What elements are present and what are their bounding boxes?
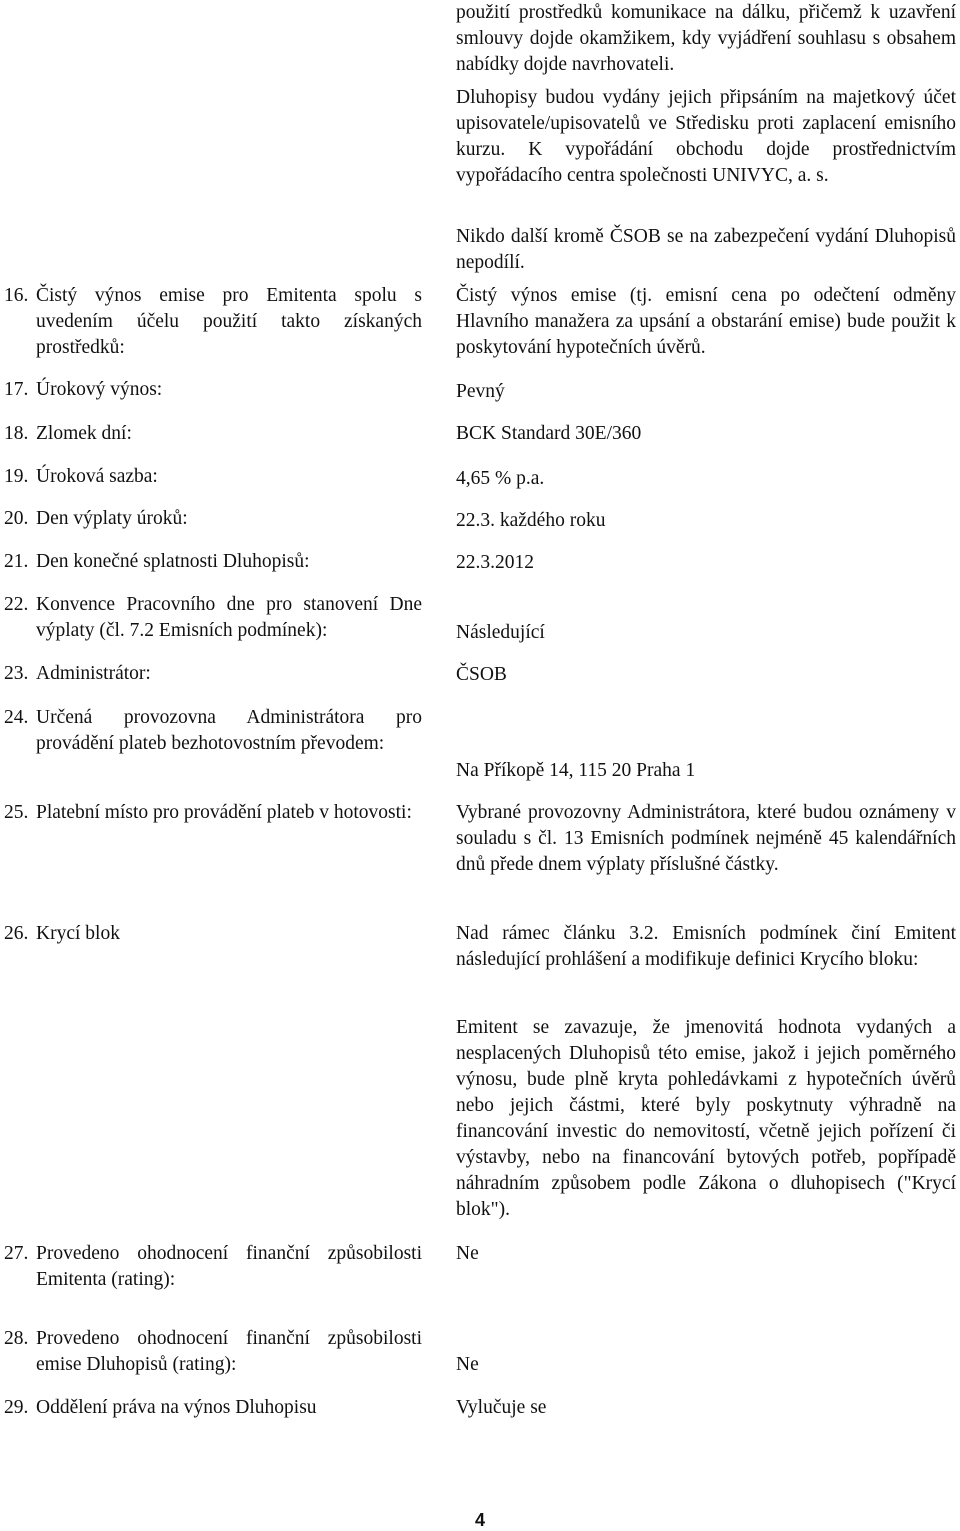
intro-paragraph-1: použití prostředků komunikace na dálku, přičemž k uzavření smlouvy dojde okamžikem, kdy vyjádření souhlasu s obsahem nabídky dojde navrhovateli. bbox=[456, 2, 956, 75]
item-26-label: Krycí blok bbox=[36, 923, 120, 944]
page-number: 4 bbox=[474, 1510, 485, 1530]
item-28-number: 28. bbox=[4, 1328, 29, 1349]
item-28-value: Ne bbox=[456, 1354, 479, 1375]
item-25-label: Platební místo pro provádění plateb v hotovosti: bbox=[36, 802, 412, 823]
item-27-number: 27. bbox=[4, 1243, 29, 1264]
item-22-number: 22. bbox=[4, 594, 29, 615]
item-24-value: Na Příkopě 14, 115 20 Praha 1 bbox=[456, 760, 696, 781]
item-17-value: Pevný bbox=[456, 381, 505, 402]
item-25-number: 25. bbox=[4, 802, 29, 823]
item-29-number: 29. bbox=[4, 1397, 29, 1418]
item-26-value-paragraph-2: Emitent se zavazuje, že jmenovitá hodnota vydaných a nesplacených Dluhopisů této emise, jakož i jejich poměrného výnosu, bude plně kryta pohledávkami z hypotečních úvěrů nebo jejich částmi, které byly poskytnuty výhradně na financování investic do nemovitostí, včetně jejich pořízení či výstavby, nebo na financování bytových potřeb, popřípadě náhradním způsobem podle Zákona o dluhopisech ("Krycí blok"). bbox=[456, 1017, 956, 1220]
item-25-value: Vybrané provozovny Administrátora, které budou oznámeny v souladu s čl. 13 Emisních podmínek nejméně 45 kalendářních dnů přede dnem výplaty příslušné částky. bbox=[456, 802, 956, 875]
item-26-number: 26. bbox=[4, 923, 29, 944]
item-24-label: Určená provozovna Administrátora pro provádění plateb bezhotovostním převodem: bbox=[36, 707, 422, 754]
item-19-value: 4,65 % p.a. bbox=[456, 468, 545, 489]
item-21-number: 21. bbox=[4, 551, 29, 572]
item-16-value: Čistý výnos emise (tj. emisní cena po odečtení odměny Hlavního manažera za upsání a obstarání emise) bude použit k poskytování hypotečních úvěrů. bbox=[456, 285, 956, 358]
item-28-label: Provedeno ohodnocení finanční způsobilosti emise Dluhopisů (rating): bbox=[36, 1328, 422, 1375]
item-29-value: Vylučuje se bbox=[456, 1397, 547, 1418]
item-20-value: 22.3. každého roku bbox=[456, 510, 606, 531]
item-23-number: 23. bbox=[4, 663, 29, 684]
item-18-label: Zlomek dní: bbox=[36, 423, 132, 444]
item-22-value: Následující bbox=[456, 622, 545, 643]
item-21-label: Den konečné splatnosti Dluhopisů: bbox=[36, 551, 310, 572]
intro-paragraph-3: Nikdo další kromě ČSOB se na zabezpečení vydání Dluhopisů nepodílí. bbox=[456, 226, 956, 273]
item-23-label: Administrátor: bbox=[36, 663, 151, 684]
item-22-label: Konvence Pracovního dne pro stanovení Dne výplaty (čl. 7.2 Emisních podmínek): bbox=[36, 594, 422, 641]
item-16-label: Čistý výnos emise pro Emitenta spolu s uvedením účelu použití takto získaných prostředků: bbox=[36, 285, 422, 358]
item-18-value: BCK Standard 30E/360 bbox=[456, 423, 642, 444]
intro-paragraph-2: Dluhopisy budou vydány jejich připsáním na majetkový účet upisovatele/upisovatelů ve Středisku proti zaplacení emisního kurzu. K vypořádání obchodu dojde prostřednictvím vypořádacího centra společnosti UNIVYC, a. s. bbox=[456, 87, 956, 186]
item-20-number: 20. bbox=[4, 508, 29, 529]
item-29-label: Oddělení práva na výnos Dluhopisu bbox=[36, 1397, 317, 1418]
item-21-value: 22.3.2012 bbox=[456, 552, 534, 573]
item-18-number: 18. bbox=[4, 423, 29, 444]
item-17-label: Úrokový výnos: bbox=[36, 379, 163, 400]
item-24-number: 24. bbox=[4, 707, 29, 728]
item-27-value: Ne bbox=[456, 1243, 479, 1264]
item-16-number: 16. bbox=[4, 285, 29, 306]
item-19-number: 19. bbox=[4, 466, 29, 487]
item-17-number: 17. bbox=[4, 379, 29, 400]
item-23-value: ČSOB bbox=[456, 664, 507, 685]
item-27-label: Provedeno ohodnocení finanční způsobilosti Emitenta (rating): bbox=[36, 1243, 422, 1290]
item-20-label: Den výplaty úroků: bbox=[36, 508, 188, 529]
item-19-label: Úroková sazba: bbox=[36, 466, 158, 487]
item-26-value: Nad rámec článku 3.2. Emisních podmínek činí Emitent následující prohlášení a modifikuje definici Krycího bloku: bbox=[456, 923, 956, 970]
